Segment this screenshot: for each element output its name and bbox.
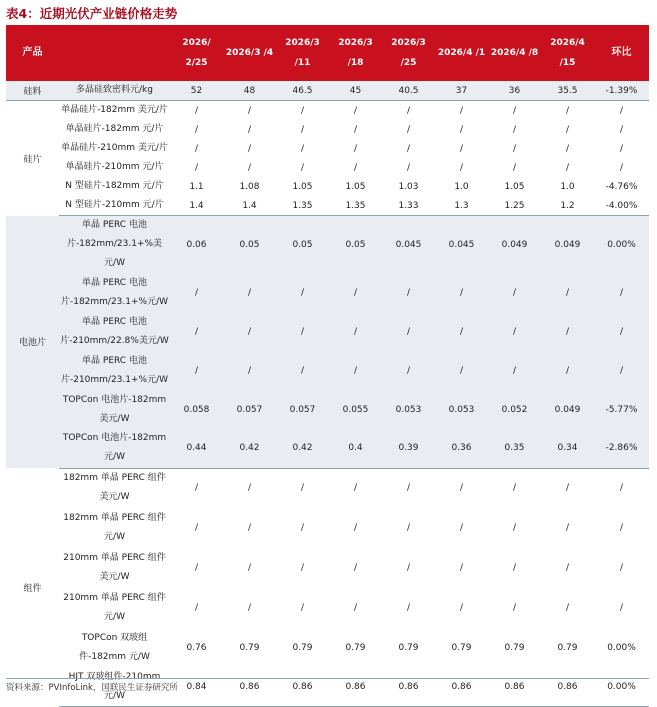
price-cell: 0.79 [557, 643, 578, 653]
wow-cell: -5.77% [594, 390, 649, 429]
price-cell: / [194, 563, 199, 573]
price-cell: / [541, 351, 594, 390]
price-cell: 0.79 [292, 643, 313, 653]
price-cell: / [276, 351, 329, 390]
price-cell: 0.84 [170, 668, 223, 707]
price-cell: / [512, 563, 517, 573]
price-cell: / [300, 105, 305, 116]
wow-cell: / [594, 312, 649, 351]
price-cell: 1.35 [329, 196, 382, 216]
price-cell: / [353, 603, 358, 613]
product-name-cell: 210mm 单晶 PERC 组件美元/W [63, 553, 166, 582]
table-row [6, 101, 649, 121]
price-cell: 0.049 [541, 216, 594, 274]
header-date: 2026/3 /25 [382, 25, 435, 81]
price-cell: / [194, 523, 199, 533]
price-cell: / [565, 124, 570, 135]
price-cell: 0.86 [382, 668, 435, 707]
price-cell: / [512, 483, 517, 494]
price-cell: 1.4 [223, 196, 276, 216]
header-date: 2026/4 /8 [488, 25, 541, 81]
wow-cell: -4.76% [605, 181, 638, 192]
header-date: 2026/4 /15 [541, 25, 594, 81]
table-row [6, 628, 649, 668]
price-cell: / [406, 143, 411, 154]
price-cell: / [459, 483, 464, 494]
price-cell: / [565, 105, 570, 116]
price-cell: / [300, 603, 305, 613]
price-cell: / [459, 523, 464, 533]
price-cell: / [194, 162, 199, 173]
price-cell: / [406, 523, 411, 533]
price-cell: 40.5 [382, 81, 435, 101]
source-divider [6, 678, 649, 679]
wow-cell: -1.39% [594, 81, 649, 101]
price-cell: 0.79 [451, 643, 472, 653]
price-cell: 0.86 [223, 668, 276, 707]
price-cell: 1.33 [382, 196, 435, 216]
price-cell: / [488, 312, 541, 351]
price-cell: / [194, 124, 199, 135]
price-cell: / [247, 124, 252, 135]
price-cell: 0.86 [488, 668, 541, 707]
product-name-cell: 210mm 单晶 PERC 组件元/W [63, 593, 166, 622]
wow-cell: 0.00% [594, 216, 649, 274]
price-cell: / [541, 312, 594, 351]
product-name-cell: 182mm 单晶 PERC 组件元/W [63, 513, 166, 542]
category-cell: 硅料 [6, 81, 59, 101]
product-name-cell: 单晶 PERC 电池片-210mm/23.1+%元/W [59, 351, 170, 390]
wow-cell: -4.00% [594, 196, 649, 216]
price-cell: 1.05 [292, 181, 313, 192]
price-cell: 0.045 [435, 216, 488, 274]
wow-cell: / [619, 124, 624, 135]
price-cell: / [353, 124, 358, 135]
price-cell: / [565, 603, 570, 613]
price-cell: / [247, 483, 252, 494]
price-cell: / [382, 312, 435, 351]
price-table [6, 25, 649, 707]
category-cell: 硅片 [23, 154, 42, 165]
product-name-cell: 多晶硅致密料元/kg [59, 81, 170, 101]
price-cell: / [565, 143, 570, 154]
table-row [6, 196, 649, 216]
wow-cell: / [619, 143, 624, 154]
price-cell: 0.05 [223, 216, 276, 274]
price-cell: 0.42 [223, 429, 276, 468]
product-name-cell: 单晶硅片-182mm 美元/片 [61, 105, 168, 115]
table-body [6, 81, 649, 707]
price-cell: 0.79 [398, 643, 419, 653]
price-cell: / [512, 162, 517, 173]
price-cell: / [459, 162, 464, 173]
price-cell: 0.049 [488, 216, 541, 274]
product-name-cell: 182mm 单晶 PERC 组件美元/W [63, 473, 166, 503]
price-cell: / [353, 105, 358, 116]
header-category: 产品 [6, 25, 59, 81]
price-cell: 52 [170, 81, 223, 101]
price-cell: / [406, 563, 411, 573]
price-cell: / [329, 312, 382, 351]
source-note: 资料来源：PVInfoLink，国联民生证券研究所 [6, 683, 178, 693]
product-name-cell: 单晶 PERC 电池片-182mm/23.1+%元/W [59, 273, 170, 312]
price-cell: / [512, 143, 517, 154]
wow-cell: / [619, 563, 624, 573]
price-cell: 0.86 [329, 668, 382, 707]
price-cell: / [353, 143, 358, 154]
price-cell: / [488, 273, 541, 312]
price-cell: / [300, 124, 305, 135]
wow-cell: 0.00% [594, 668, 649, 707]
price-cell: 0.36 [435, 429, 488, 468]
price-cell: / [435, 273, 488, 312]
price-cell: 0.42 [276, 429, 329, 468]
price-cell: 0.35 [488, 429, 541, 468]
table-row [6, 429, 649, 468]
price-cell: 0.86 [541, 668, 594, 707]
product-name-cell: TOPCon 电池片-182mm 元/W [59, 429, 170, 468]
price-cell: / [194, 603, 199, 613]
price-cell: / [194, 483, 199, 494]
price-cell: 0.4 [329, 429, 382, 468]
price-cell: / [512, 523, 517, 533]
product-name-cell: TOPCon 双玻组件-182mm 元/W [79, 633, 150, 662]
category-cell: 电池片 [6, 216, 59, 469]
price-cell: 36 [488, 81, 541, 101]
price-cell: 0.053 [435, 390, 488, 429]
product-name-cell: HJT 双玻组件-210mm 元/W [59, 668, 170, 707]
table-row [6, 273, 649, 312]
price-cell: / [565, 523, 570, 533]
price-cell: / [382, 351, 435, 390]
header-row [6, 25, 649, 81]
price-cell: 0.05 [276, 216, 329, 274]
price-cell: / [223, 351, 276, 390]
price-cell: / [247, 162, 252, 173]
price-cell: 45 [329, 81, 382, 101]
price-cell: 0.057 [276, 390, 329, 429]
price-cell: / [247, 105, 252, 116]
wow-cell: / [619, 483, 624, 494]
price-cell: / [300, 483, 305, 494]
price-cell: 37 [435, 81, 488, 101]
table-row [6, 177, 649, 196]
header-product-blank [59, 25, 170, 81]
wow-cell: -2.86% [594, 429, 649, 468]
price-cell: 0.053 [382, 390, 435, 429]
price-cell: 1.1 [189, 181, 204, 192]
price-cell: 0.05 [329, 216, 382, 274]
wow-cell: / [619, 603, 624, 613]
price-cell: / [459, 603, 464, 613]
table-row [6, 81, 649, 101]
price-cell: / [170, 273, 223, 312]
price-cell: / [247, 563, 252, 573]
price-cell: 0.045 [382, 216, 435, 274]
price-cell: / [435, 351, 488, 390]
table-row [6, 139, 649, 158]
price-cell: 0.79 [345, 643, 366, 653]
price-cell: / [459, 105, 464, 116]
price-cell: / [353, 162, 358, 173]
price-cell: / [459, 143, 464, 154]
price-cell: / [382, 273, 435, 312]
price-cell: 0.34 [541, 429, 594, 468]
product-name-cell: 单晶硅片-182mm 元/片 [65, 124, 164, 134]
price-cell: 1.0 [560, 181, 575, 192]
price-cell: / [459, 124, 464, 135]
price-cell: / [300, 523, 305, 533]
price-cell: / [406, 162, 411, 173]
price-cell: 0.79 [239, 643, 260, 653]
price-cell: / [300, 563, 305, 573]
wow-cell: / [619, 523, 624, 533]
price-cell: / [329, 351, 382, 390]
price-cell: / [194, 105, 199, 116]
table-row [6, 216, 649, 274]
table-row [6, 588, 649, 628]
price-cell: 0.44 [170, 429, 223, 468]
price-cell: / [406, 105, 411, 116]
wow-cell: / [619, 105, 624, 116]
price-cell: 1.03 [398, 181, 419, 192]
wow-cell: / [594, 273, 649, 312]
product-name-cell: 单晶 PERC 电池片-210mm/22.8%美元/W [59, 312, 170, 351]
price-cell: 1.05 [504, 181, 525, 192]
price-cell: 0.049 [541, 390, 594, 429]
price-cell: 0.39 [382, 429, 435, 468]
price-cell: / [353, 483, 358, 494]
price-cell: / [512, 124, 517, 135]
price-cell: 0.055 [329, 390, 382, 429]
price-cell: / [223, 312, 276, 351]
price-cell: / [565, 483, 570, 494]
header-date: 2026/ 2/25 [170, 25, 223, 81]
price-cell: 0.76 [186, 643, 207, 653]
product-name-cell: 单晶硅片-210mm 元/片 [65, 162, 164, 172]
price-cell: 0.052 [488, 390, 541, 429]
price-cell: / [435, 312, 488, 351]
price-cell: / [459, 563, 464, 573]
price-cell: / [512, 105, 517, 116]
price-cell: / [488, 351, 541, 390]
price-cell: 1.05 [345, 181, 366, 192]
price-cell: / [223, 273, 276, 312]
category-cell: 组件 [23, 583, 42, 594]
product-name-cell: 单晶 PERC 电池片-182mm/23.1+%美元/W [59, 216, 170, 274]
price-cell: 46.5 [276, 81, 329, 101]
price-cell: 0.86 [276, 668, 329, 707]
price-cell: / [170, 351, 223, 390]
price-cell: 35.5 [541, 81, 594, 101]
wow-cell: 0.00% [607, 643, 636, 653]
price-cell: / [565, 563, 570, 573]
price-cell: / [406, 603, 411, 613]
price-cell: 0.058 [170, 390, 223, 429]
price-cell: 1.0 [454, 181, 469, 192]
price-cell: 1.08 [239, 181, 260, 192]
table-row [6, 158, 649, 177]
price-cell: 1.2 [541, 196, 594, 216]
header-date: 2026/3 /11 [276, 25, 329, 81]
header-date: 2026/3 /18 [329, 25, 382, 81]
price-cell: / [247, 603, 252, 613]
product-name-cell: N 型硅片-210mm 元/片 [59, 196, 170, 216]
price-cell: / [247, 523, 252, 533]
table-row [6, 548, 649, 588]
table-row [6, 508, 649, 548]
price-cell: / [170, 312, 223, 351]
table-row [6, 120, 649, 139]
price-cell: / [406, 483, 411, 494]
price-cell: / [247, 143, 252, 154]
price-cell: 1.35 [276, 196, 329, 216]
price-cell: / [512, 603, 517, 613]
product-name-cell: N 型硅片-182mm 元/片 [65, 181, 164, 191]
price-cell: 1.25 [488, 196, 541, 216]
price-cell: 1.4 [170, 196, 223, 216]
header-date: 2026/4 /1 [435, 25, 488, 81]
product-name-cell: TOPCon 电池片-182mm 美元/W [59, 390, 170, 429]
header-date: 2026/3 /4 [223, 25, 276, 81]
table-title: 表4：近期光伏产业链价格走势 [6, 6, 178, 21]
price-cell: / [300, 143, 305, 154]
price-cell: / [353, 523, 358, 533]
price-cell: 0.86 [435, 668, 488, 707]
price-cell: / [353, 563, 358, 573]
price-cell: / [565, 162, 570, 173]
wow-cell: / [619, 162, 624, 173]
table-row [6, 390, 649, 429]
price-cell: / [276, 273, 329, 312]
price-cell: 48 [223, 81, 276, 101]
price-cell: 0.06 [170, 216, 223, 274]
header-wow: 环比 [594, 25, 649, 81]
price-cell: 0.057 [223, 390, 276, 429]
price-cell: / [300, 162, 305, 173]
price-cell: / [406, 124, 411, 135]
price-cell: / [541, 273, 594, 312]
table-row [6, 468, 649, 508]
price-cell: / [329, 273, 382, 312]
table-row [6, 312, 649, 351]
price-cell: / [194, 143, 199, 154]
price-cell: / [276, 312, 329, 351]
price-cell: 1.3 [435, 196, 488, 216]
product-name-cell: 单晶硅片-210mm 美元/片 [61, 143, 168, 153]
table-row [6, 351, 649, 390]
price-cell: 0.79 [504, 643, 525, 653]
wow-cell: / [594, 351, 649, 390]
